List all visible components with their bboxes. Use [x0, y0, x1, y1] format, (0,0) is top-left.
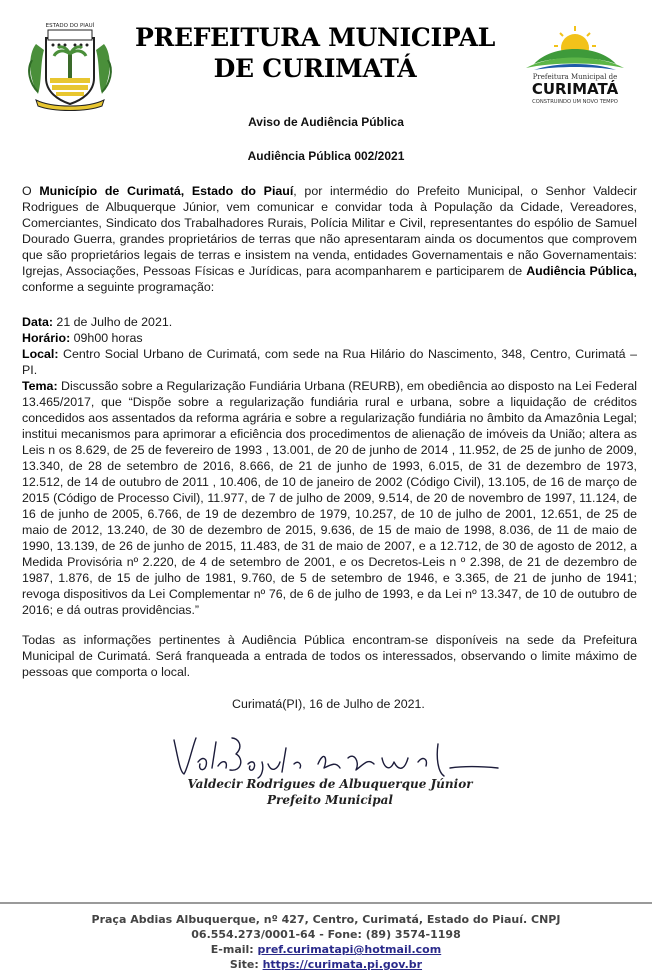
letterhead: [0, 0, 652, 110]
handwritten-signature-icon: [168, 728, 508, 782]
site-link[interactable]: https://curimata.pi.gov.br: [262, 958, 423, 971]
email-label: E-mail:: [210, 943, 258, 956]
closing-text: Todas as informações pertinentes à Audiência Pública encontram-se disponíveis na sede da Prefeitura Municipal de Curimatá. Será franqueada a entrada de todos os interessados, observando o limite máximo de pessoas que comporta o local.: [22, 633, 637, 679]
date-value: 21 de Julho de 2021.: [52, 315, 173, 329]
footer-email-line: [0, 942, 652, 957]
closing-paragraph: [22, 632, 637, 680]
event-details: [22, 314, 637, 618]
page-title: [120, 22, 510, 84]
date-label: Data:: [22, 315, 53, 329]
logo-name: CURIMATÁ: [531, 80, 619, 98]
title-line-1: PREFEITURA MUNICIPAL: [135, 23, 495, 52]
topic-value: Discussão sobre a Regularização Fundiária Urbana (REURB), em obediência ao disposto na Lei Federal 13.465/2017, que “Dispõe sobre a regularização fundiária rural e urbana, sobre a liquidação de créditos concedidos aos assentados da reforma agrária e sobre a regularização fundiária no âmbito da Amazônia Legal; institui mecanismos para aprimorar a eficiência dos procedimentos de alienação de imóveis da União; altera as Leis n os 8.629, de 25 de fevereiro de 1993 , 13.001, de 20 de junho de 2014 , 11.952, de 25 de junho de 2009, 13.340, de 28 de setembro de 2016, 8.666, de 21 de junho de 1993, 6.015, de 31 de dezembro de 1973, 12.512, de 14 de outubro de 2011 , 10.406, de 10 de janeiro de 2002 (Código Civil), 13.105, de 16 de março de 2015 (Código de Processo Civil), 11.977, de 7 de julho de 2009, 9.514, de 20 de novembro de 1997, 11.124, de 16 de junho de 2005, 6.766, de 19 de dezembro de 1979, 10.257, de 10 de julho de 2001, 12.651, de 25 de maio de 2012, 13.240, de 30 de dezembro de 2015, 9.636, de 15 de maio de 1998, 8.036, de 11 de maio de 1990, 13.139, de 26 de junho de 2015, 11.483, de 31 de maio de 2007, e a 12.712, de 30 de agosto de 2012, a Medida Provisória nº 2.220, de 4 de setembro de 2001, e os Decretos-Leis n º 2.398, de 21 de dezembro de 1987, 1.876, de 15 de julho de 1981, 9.760, de 5 de setembro de 1946, e 3.365, de 21 de junho de 1941; revoga dispositivos da Lei Complementar nº 76, de 6 de julho de 1993, e da Lei nº 13.347, de 10 de outubro de 2016; e dá outras providências.”: [22, 379, 637, 617]
time-label: Horário:: [22, 331, 71, 345]
email-link[interactable]: pref.curimatapi@hotmail.com: [257, 943, 442, 956]
signer-block: [160, 776, 500, 808]
state-crest-icon: [22, 20, 118, 112]
signer-role: Prefeito Municipal: [267, 793, 393, 807]
intro-text-3: conforme a seguinte programação:: [22, 280, 215, 294]
intro-text-2: , por intermédio do Prefeito Municipal, o Senhor Valdecir Rodrigues de Albuquerque Júnior, vem comunicar e convidar toda à População da Cidade, Vereadores, Comerciantes, Sindicato dos Trabalhadores Rurais, Polícia Militar e Civil, representantes do espólio de Samuel Dourado Guerra, grandes proprietários de terras que não apresentaram ainda os documentos que comprovem que são proprietários legais de terras e insistem na venda, entidades Governamentais e não Governamentais: Igrejas, Associações, Pessoas Físicas e Jurídicas, para acompanharem e participarem de: [22, 184, 637, 278]
logo-top-text: Prefeitura Municipal de: [532, 73, 618, 81]
place-and-date: Curimatá(PI), 16 de Julho de 2021.: [232, 697, 425, 711]
hearing-number: Audiência Pública 002/2021: [247, 149, 405, 163]
footer: [0, 912, 652, 972]
intro-paragraph: [22, 183, 637, 295]
intro-municipality: Município de Curimatá, Estado do Piauí: [39, 184, 294, 198]
place-value: Centro Social Urbano de Curimatá, com sede na Rua Hilário do Nascimento, 348, Centro, Curimatá – PI.: [22, 347, 637, 377]
crest-label: ESTADO DO PIAUÍ: [45, 23, 95, 29]
footer-address-line-1: Praça Abdias Albuquerque, nº 427, Centro, Curimatá, Estado do Piauí. CNPJ: [91, 913, 561, 926]
footer-address-line-2: 06.554.273/0001-64 - Fone: (89) 3574-1198: [191, 928, 461, 941]
site-label: Site:: [229, 958, 263, 971]
footer-site-line: [0, 957, 652, 972]
title-line-2: DE CURIMATÁ: [213, 54, 417, 83]
time-value: 09h00 horas: [70, 331, 143, 345]
place-label: Local:: [22, 347, 59, 361]
footer-divider: [0, 902, 652, 904]
notice-title: Aviso de Audiência Pública: [248, 115, 404, 129]
curimata-logo-icon: [512, 18, 638, 110]
signer-name: Valdecir Rodrigues de Albuquerque Júnior: [187, 777, 473, 791]
intro-hearing-bold: Audiência Pública,: [526, 264, 638, 278]
logo-slogan: CONSTRUINDO UM NOVO TEMPO: [532, 99, 618, 105]
intro-text-1: O: [22, 184, 40, 198]
topic-label: Tema:: [22, 379, 58, 393]
